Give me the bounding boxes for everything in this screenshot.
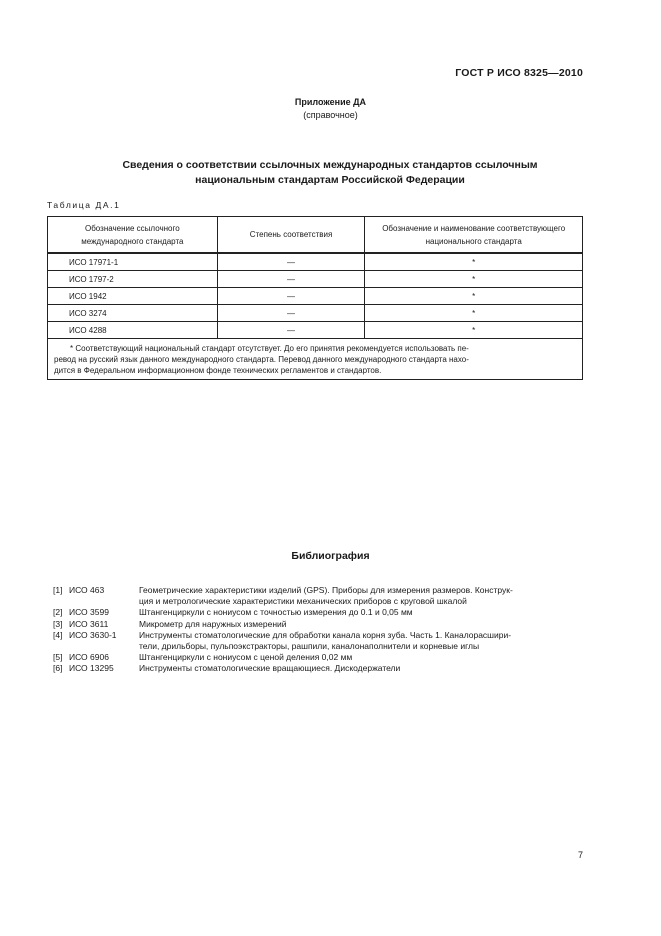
appendix-title: Приложение ДА	[294, 97, 367, 107]
bib-number: [4]	[53, 629, 63, 640]
bib-number: [5]	[53, 652, 63, 663]
footnote-line-3: дится в Федеральном информационном фонде технических регламентов и стандартов.	[54, 366, 382, 375]
header-international-standard-line-2: международного стандарта	[81, 236, 184, 246]
table-header-row	[48, 217, 583, 254]
cell-code: ИСО 3274	[48, 305, 218, 322]
bib-text-line: Геометрические характеристики изделий (GPS). Приборы для измерения размеров. Конструк-	[139, 585, 513, 595]
standards-table	[47, 216, 583, 380]
list-item	[53, 663, 593, 674]
list-item	[53, 652, 593, 663]
cell-national: *	[365, 305, 583, 322]
cell-code: ИСО 4288	[48, 322, 218, 339]
section-title-line-1: Сведения о соответствии ссылочных международных стандартов ссылочным	[122, 159, 538, 171]
bib-number: [3]	[53, 618, 63, 629]
table-row	[48, 322, 583, 339]
table-row	[48, 288, 583, 305]
cell-degree: —	[217, 322, 365, 339]
document-code: ГОСТ Р ИСО 8325—2010	[455, 67, 583, 79]
cell-degree: —	[217, 288, 365, 305]
appendix-subtitle: (справочное)	[303, 110, 358, 120]
bib-text-line: Инструменты стоматологические для обработки канала корня зуба. Часть 1. Каналорасшири-	[139, 629, 512, 640]
header-international-standard-line-1: Обозначение ссылочного	[84, 223, 180, 233]
bibliography-title: Библиография	[291, 550, 370, 562]
cell-national: *	[365, 271, 583, 288]
bib-number: [6]	[53, 663, 63, 674]
cell-code: ИСО 1797-2	[48, 271, 218, 288]
cell-national: *	[365, 288, 583, 305]
cell-national: *	[365, 322, 583, 339]
table-footnote	[48, 339, 583, 380]
bib-code: ИСО 3599	[69, 607, 109, 618]
bib-text	[139, 585, 587, 607]
cell-degree: —	[217, 305, 365, 322]
cell-code: ИСО 17971-1	[48, 253, 218, 271]
header-national-standard-line-1: Обозначение и наименование соответствующего	[382, 223, 566, 233]
bib-code: ИСО 3630-1	[69, 629, 117, 640]
bibliography-list	[53, 585, 593, 675]
page-number: 7	[578, 850, 584, 860]
footnote-line-1: * Соответствующий национальный стандарт отсутствует. До его принятия рекомендуется использовать пе-	[70, 344, 469, 353]
cell-degree: —	[217, 271, 365, 288]
header-national-standard	[365, 217, 583, 254]
table-note-row	[48, 339, 583, 380]
cell-degree: —	[217, 253, 365, 271]
bib-number: [1]	[53, 585, 63, 595]
table-row	[48, 305, 583, 322]
section-title-line-2: национальным стандартам Российской Федерации	[195, 174, 465, 186]
list-item	[53, 619, 593, 630]
footnote-line-2: ревод на русский язык данного международного стандарта. Перевод данного международного стандарта нахо-	[54, 355, 469, 364]
bib-text-line: Микрометр для наружных измерений	[139, 618, 287, 629]
bib-number: [2]	[53, 607, 63, 618]
bib-text-line: Инструменты стоматологические вращающиеся. Дискодержатели	[139, 663, 401, 674]
bib-text	[139, 619, 587, 630]
list-item	[53, 630, 593, 652]
table-row	[48, 271, 583, 288]
bib-text	[139, 630, 587, 652]
bib-text-line: ция и метрологические характеристики механических приборов с круговой шкалой	[139, 596, 467, 607]
bib-code: ИСО 3611	[69, 618, 109, 629]
bib-text-line: Штангенциркули с нониусом с точностью измерения до 0.1 и 0,05 мм	[139, 607, 413, 618]
header-degree-line-1: Степень соответствия	[249, 230, 333, 239]
table-row	[48, 253, 583, 271]
list-item	[53, 607, 593, 618]
bib-code: ИСО 13295	[69, 663, 114, 674]
section-title	[80, 158, 580, 188]
list-item	[53, 585, 593, 607]
header-degree	[217, 217, 365, 254]
cell-code: ИСО 1942	[48, 288, 218, 305]
bib-text	[139, 652, 587, 663]
table-label: Таблица ДА.1	[47, 200, 121, 210]
bib-text	[139, 607, 587, 618]
cell-national: *	[365, 253, 583, 271]
header-international-standard	[48, 217, 218, 254]
bib-text-line: тели, дрильборы, пульпоэкстракторы, рашпили, каналонаполнители и корневые иглы	[139, 641, 480, 652]
bib-text-line: Штангенциркули с нониусом с ценой деления 0,02 мм	[139, 652, 353, 663]
header-national-standard-line-2: национального стандарта	[425, 236, 522, 246]
bib-code: ИСО 6906	[69, 652, 109, 663]
bib-code: ИСО 463	[69, 585, 105, 595]
bib-text	[139, 663, 587, 674]
